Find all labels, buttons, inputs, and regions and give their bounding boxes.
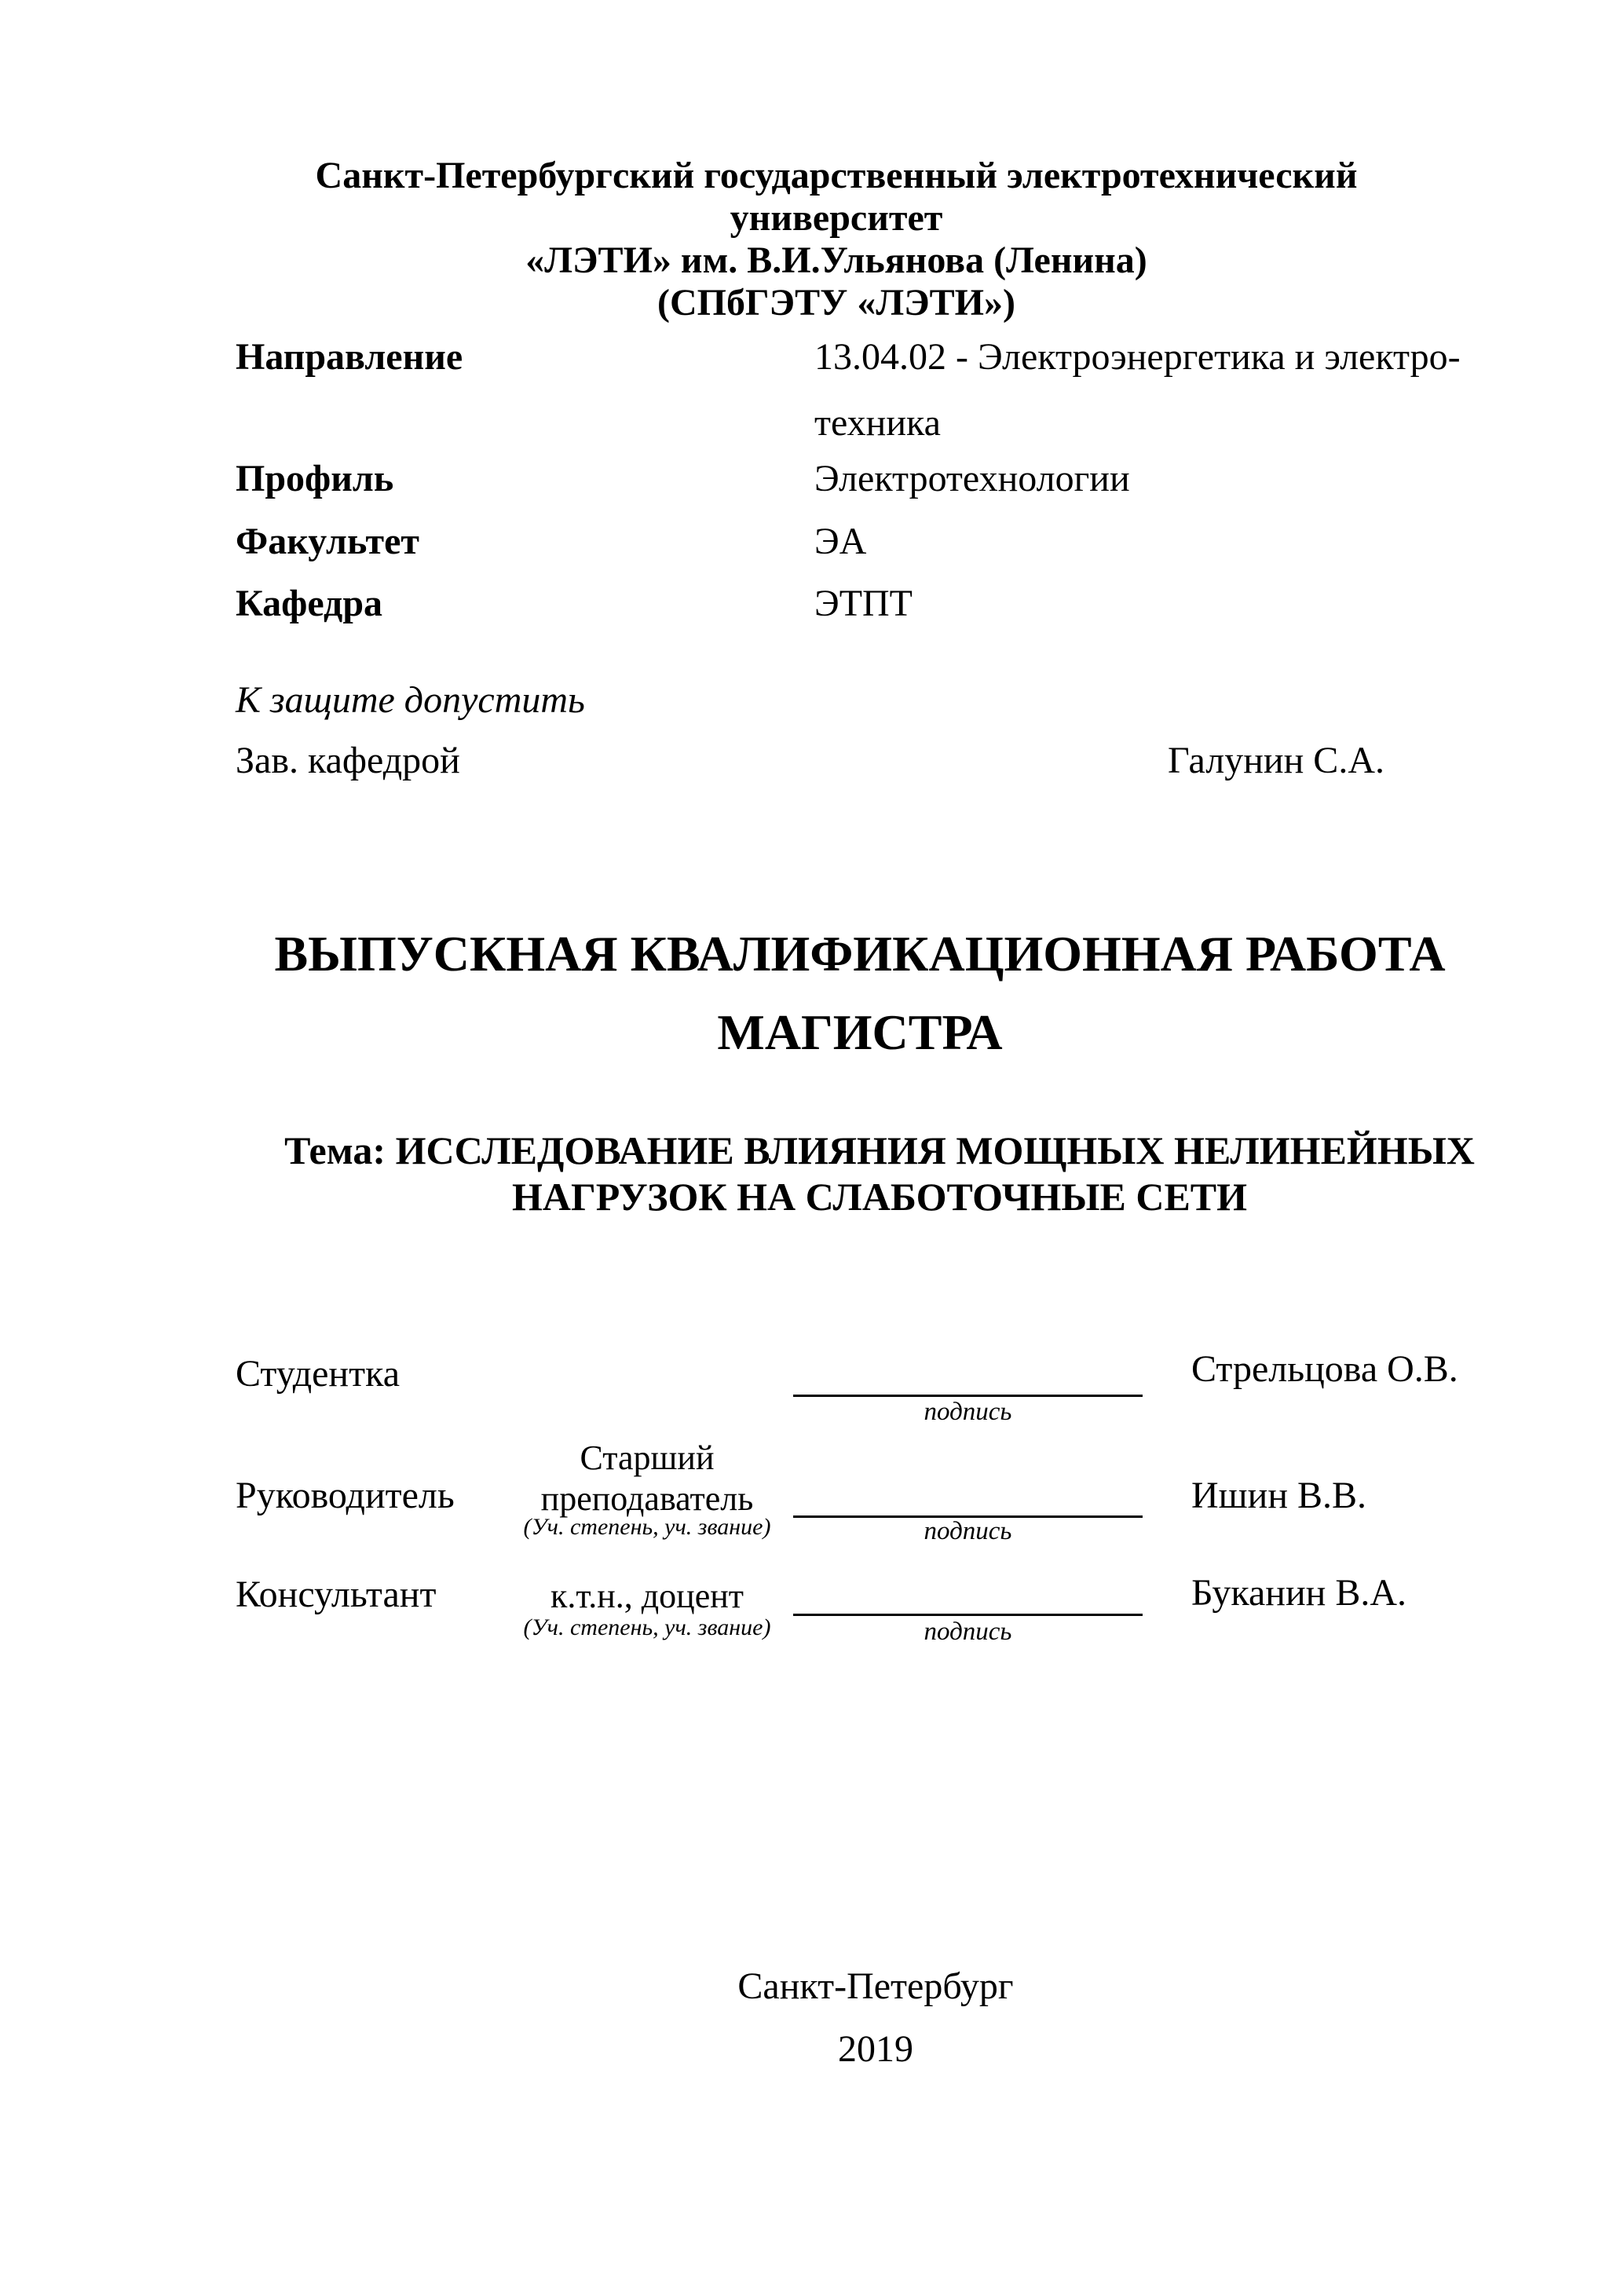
signature-caption-consultant: подпись — [924, 1618, 1012, 1646]
university-header — [212, 155, 1461, 324]
theme-block — [236, 1128, 1523, 1220]
field-value-department: ЭТПТ — [814, 583, 913, 624]
footer-year: 2019 — [838, 2028, 913, 2070]
signatory-qualification-consultant: к.т.н., доцент — [550, 1577, 744, 1615]
signature-line-student — [793, 1395, 1143, 1397]
work-title-line1: ВЫПУСКНАЯ КВАЛИФИКАЦИОННАЯ РАБОТА — [274, 926, 1446, 982]
department-head-label: Зав. кафедрой — [236, 740, 460, 781]
signature-caption-supervisor: подпись — [924, 1517, 1012, 1545]
admission-permit-note: К защите допустить — [236, 679, 585, 721]
department-head-name: Галунин С.А. — [1168, 740, 1384, 781]
field-label-department: Кафедра — [236, 583, 383, 624]
qualification-note-consultant: (Уч. степень, уч. звание) — [523, 1614, 771, 1640]
signatory-qualification-supervisor: Старший преподаватель — [540, 1439, 754, 1518]
signature-caption-student: подпись — [924, 1398, 1012, 1426]
field-value-faculty: ЭА — [814, 521, 867, 562]
signatory-role-supervisor: Руководитель — [236, 1475, 455, 1516]
field-label-direction: Направление — [236, 336, 463, 378]
signatory-name-supervisor: Ишин В.В. — [1191, 1475, 1367, 1516]
signature-line-consultant — [793, 1614, 1143, 1616]
university-name-line3: (СПбГЭТУ «ЛЭТИ») — [657, 282, 1015, 324]
qualification-note-supervisor: (Уч. степень, уч. звание) — [523, 1514, 771, 1540]
field-value-direction-line2: техника — [814, 402, 941, 444]
field-label-faculty: Факультет — [236, 521, 419, 562]
signatory-role-student: Студентка — [236, 1353, 400, 1395]
university-name-line1: Санкт-Петербургский государственный электротехнический университет — [315, 155, 1358, 239]
university-name-line2: «ЛЭТИ» им. В.И.Ульянова (Ленина) — [525, 239, 1147, 281]
theme-line1: Тема: ИССЛЕДОВАНИЕ ВЛИЯНИЯ МОЩНЫХ НЕЛИНЕЙНЫХ — [284, 1128, 1475, 1172]
signatory-role-consultant: Консультант — [236, 1574, 437, 1615]
signatory-name-consultant: Буканин В.А. — [1191, 1572, 1407, 1614]
theme-line2: НАГРУЗОК НА СЛАБОТОЧНЫЕ СЕТИ — [511, 1175, 1248, 1219]
signatory-name-student: Стрельцова О.В. — [1191, 1348, 1458, 1390]
field-value-profile: Электротехнологии — [814, 458, 1130, 499]
work-title-line2: МАГИСТРА — [717, 1004, 1003, 1060]
footer-city: Санкт-Петербург — [737, 1965, 1014, 2007]
field-value-direction-line1: 13.04.02 - Электроэнергетика и электро- — [814, 336, 1461, 378]
field-label-profile: Профиль — [236, 458, 394, 499]
